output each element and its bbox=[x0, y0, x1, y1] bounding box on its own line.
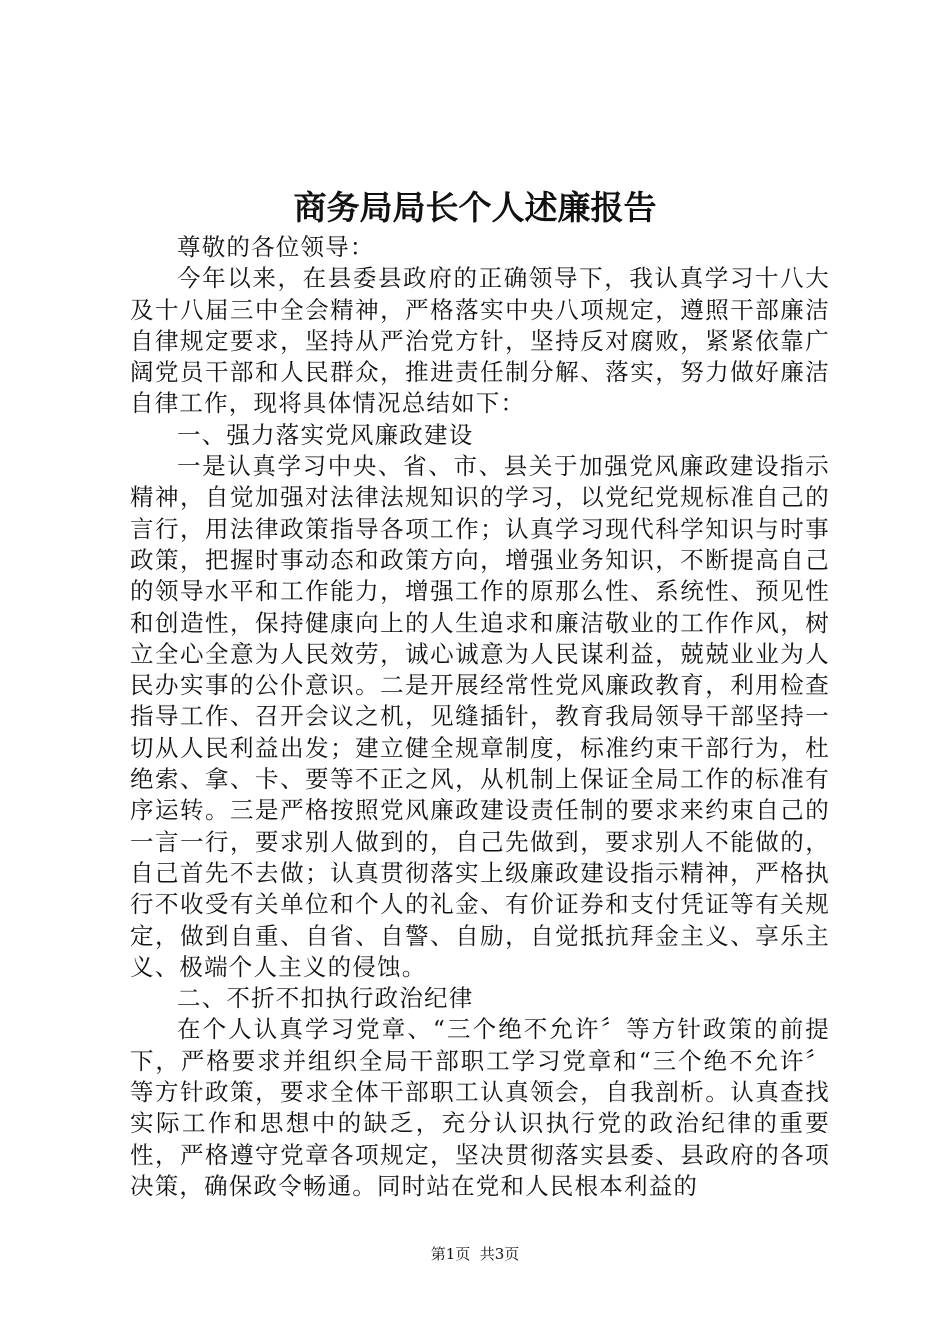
page-footer bbox=[0, 1244, 950, 1264]
section-body-2: 在个人认真学习党章、“三个绝不允许〞等方针政策的前提下，严格要求并组织全局干部职工学习党章和“三个绝不允许〞等方针政策，要求全体干部职工认真领会，自我剖析。认真查找实际工作和思想中的缺乏，充分认识执行党的政治纪律的重要性，严格遵守党章各项规定，坚决贯彻落实县委、县政府的各项决策，确保政令畅通。同时站在党和人民根本利益的 bbox=[130, 1015, 830, 1200]
document-title: 商务局局长个人述廉报告 bbox=[293, 188, 657, 227]
salutation: 尊敬的各位领导： bbox=[177, 233, 375, 261]
page-number: 第1页 共3页 bbox=[430, 1245, 520, 1263]
section-body-1: 一是认真学习中央、省、市、县关于加强党风廉政建设指示精神，自觉加强对法律法规知识的学习，以党纪党规标准自己的言行，用法律政策指导各项工作；认真学习现代科学知识与时事政策，把握时事动态和政策方向，增强业务知识，不断提高自己的领导水平和工作能力，增强工作的原那么性、系统性、预见性和创造性，保持健康向上的人生追求和廉洁敬业的工作作风，树立全心全意为人民效劳，诚心诚意为人民谋利益，兢兢业业为人民办实事的公仆意识。二是开展经常性党风廉政教育，利用检查指导工作、召开会议之机，见缝插针，教育我局领导干部坚持一切从人民利益出发；建立健全规章制度，标准约束干部行为，杜绝索、拿、卡、要等不正之风，从机制上保证全局工作的标准有序运转。三是严格按照党风廉政建设责任制的要求来约束自己的一言一行，要求别人做到的，自己先做到，要求别人不能做的，自己首先不去做；认真贯彻落实上级廉政建设指示精神，严格执行不收受有关单位和个人的礼金、有价证券和支付凭证等有关规定，做到自重、自省、自警、自励，自觉抵抗拜金主义、享乐主义、极端个人主义的侵蚀。 bbox=[130, 452, 830, 981]
intro-paragraph: 今年以来，在县委县政府的正确领导下，我认真学习十八大及十八届三中全会精神，严格落实中央八项规定，遵照干部廉洁自律规定要求，坚持从严治党方针，坚持反对腐败，紧紧依靠广阔党员干部和人民群众，推进责任制分解、落实，努力做好廉洁自律工作，现将具体情况总结如下： bbox=[130, 264, 830, 418]
section-heading-1: 一、强力落实党风廉政建设 bbox=[177, 420, 474, 449]
section-heading-2: 二、不折不扣执行政治纪律 bbox=[177, 984, 474, 1013]
document-body bbox=[130, 232, 830, 1202]
